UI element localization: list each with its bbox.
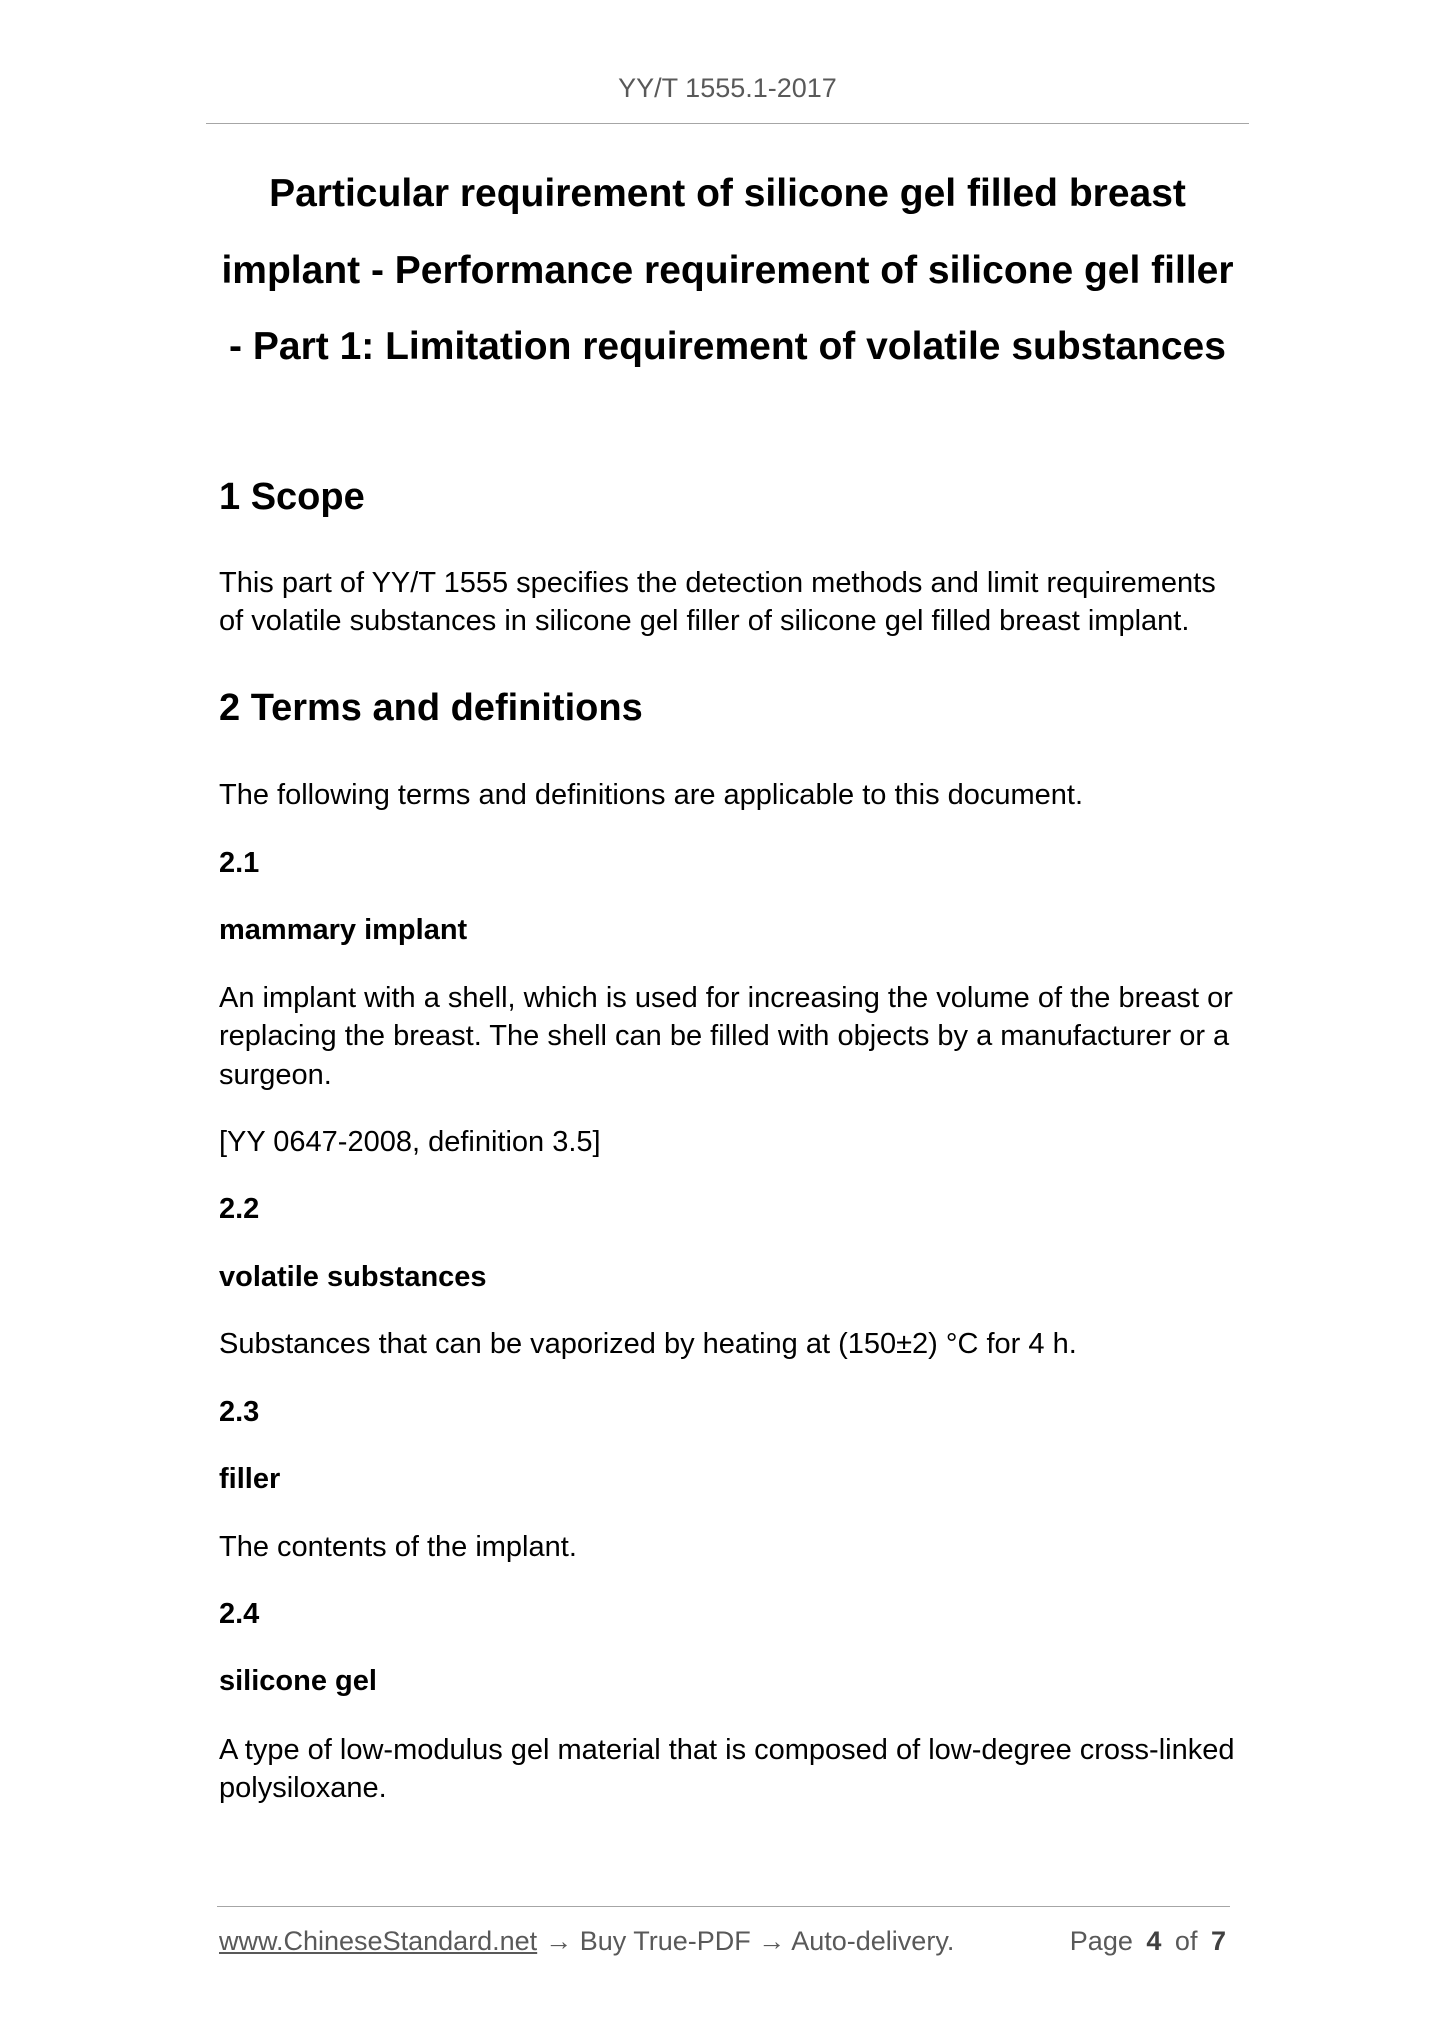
page-of-label: of [1174, 1926, 1198, 1956]
term-definition-line: The contents of the implant. [219, 1531, 577, 1563]
terms-intro: The following terms and definitions are applicable to this document. [219, 779, 1084, 811]
term-name: filler [219, 1463, 281, 1495]
page-label: Page [1069, 1926, 1133, 1956]
header-doc-number: YY/T 1555.1-2017 [618, 73, 837, 103]
term-definition-line: polysiloxane. [219, 1772, 387, 1804]
page-indicator [1070, 1922, 1226, 1960]
term-name: mammary implant [219, 914, 468, 946]
footer-divider [217, 1906, 1230, 1907]
term-definition-line: Substances that can be vaporized by heating at (150±2) °C for 4 h. [219, 1328, 1077, 1360]
term-definition-line: surgeon. [219, 1059, 332, 1091]
term-number: 2.2 [219, 1193, 260, 1225]
term-number: 2.1 [219, 847, 260, 879]
promo-text: → Buy True-PDF → Auto-delivery. [545, 1926, 955, 1956]
scope-paragraph-line: This part of YY/T 1555 specifies the detection methods and limit requirements [219, 567, 1216, 599]
title-line-3: - Part 1: Limitation requirement of volatile substances [229, 325, 1226, 368]
title-line-2: implant - Performance requirement of silicone gel filler [221, 249, 1234, 292]
header-divider [206, 123, 1249, 124]
term-number: 2.3 [219, 1396, 260, 1428]
term-name: volatile substances [219, 1261, 487, 1293]
current-page-number: 4 [1146, 1926, 1162, 1956]
term-source-reference: [YY 0647-2008, definition 3.5] [219, 1126, 601, 1158]
term-definition-line: A type of low-modulus gel material that is composed of low-degree cross-linked [219, 1734, 1235, 1766]
site-link[interactable]: www.ChineseStandard.net [219, 1926, 538, 1956]
term-name: silicone gel [219, 1665, 377, 1697]
term-definition-line: replacing the breast. The shell can be filled with objects by a manufacturer or a [219, 1020, 1230, 1052]
section-heading-terms: 2 Terms and definitions [219, 687, 643, 729]
term-number: 2.4 [219, 1598, 260, 1630]
term-definition-line: An implant with a shell, which is used for increasing the volume of the breast or [219, 982, 1233, 1014]
total-page-number: 7 [1210, 1926, 1226, 1956]
title-line-1: Particular requirement of silicone gel filled breast [269, 172, 1186, 215]
scope-paragraph-line: of volatile substances in silicone gel filler of silicone gel filled breast implant. [219, 605, 1190, 637]
footer-promo [219, 1922, 954, 1960]
section-heading-scope: 1 Scope [219, 476, 365, 518]
